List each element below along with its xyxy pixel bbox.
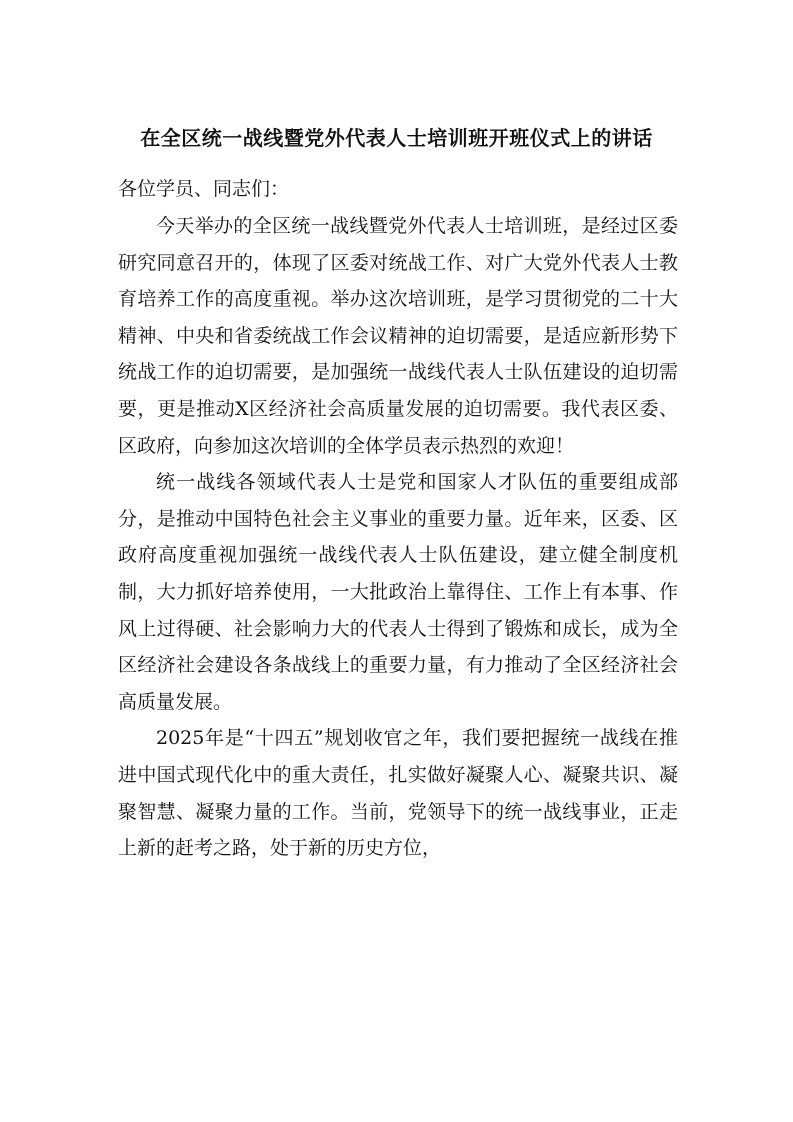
paragraph-opening: 今天举办的全区统一战线暨党外代表人士培训班，是经过区委研究同意召开的，体现了区委对统战工作、对广大党外代表人士教育培养工作的高度重视。举办这次培训班，是学习贯彻党的二十大精神、中央和省委统战工作会议精神的迫切需要，是适应新形势下统战工作的迫切需要，是加强统一战线代表人士队伍建设的迫切需要，更是推动X区经济社会高质量发展的迫切需要。我代表区委、区政府，向参加这次培训的全体学员表示热烈的欢迎！ xyxy=(118,215,678,457)
paragraph-representatives: 统一战线各领域代表人士是党和国家人才队伍的重要组成部分，是推动中国特色社会主义事业的重要力量。近年来，区委、区政府高度重视加强统一战线代表人士队伍建设，建立健全制度机制，大力抓好培养使用，一大批政治上靠得住、工作上有本事、作风上过得硬、社会影响力大的代表人士得到了锻炼和成长，成为全区经济社会建设各条战线上的重要力量，有力推动了全区经济社会高质量发展。 xyxy=(118,471,678,713)
document-body xyxy=(118,208,678,867)
salutation: 各位学员、同志们： xyxy=(118,178,290,200)
paragraph-2025: 2025年是“十四五”规划收官之年，我们要把握统一战线在推进中国式现代化中的重大责任，扎实做好凝聚人心、凝聚共识、凝聚智慧、凝聚力量的工作。当前，党领导下的统一战线事业，正走上新的赶考之路，处于新的历史方位， xyxy=(118,727,678,860)
document-title: 在全区统一战线暨党外代表人士培训班开班仪式上的讲话 xyxy=(140,126,653,150)
